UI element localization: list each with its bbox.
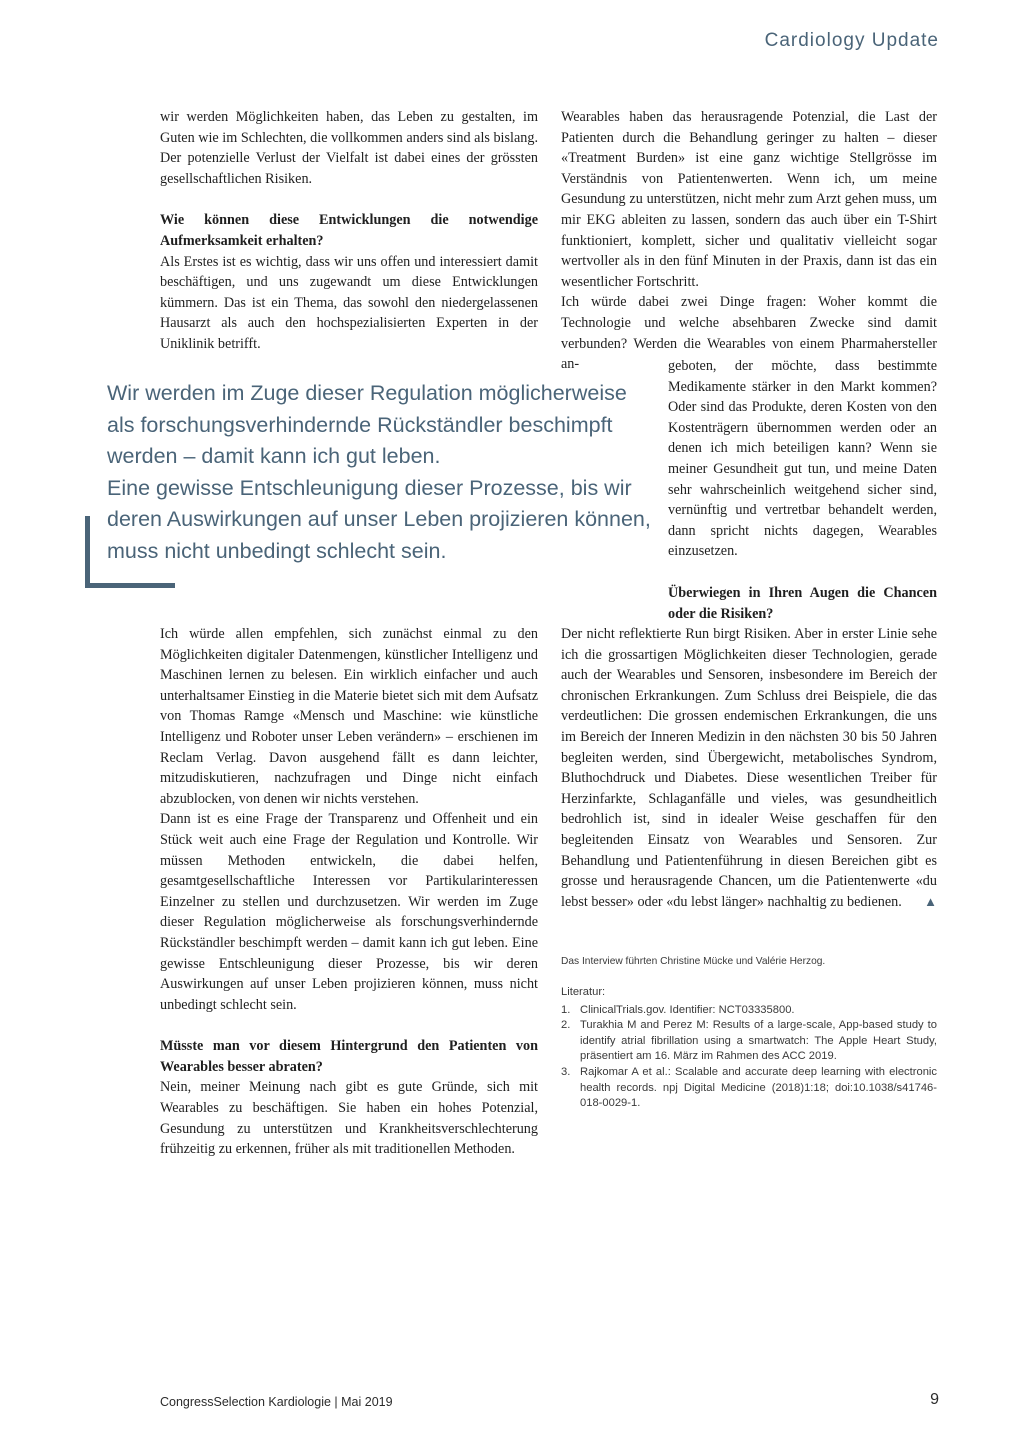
- references: [561, 985, 937, 1112]
- pull-quote-line: Eine gewisse Entschleunigung dieser Prozesse, bis wir deren Auswirkungen auf unser Leben projizieren können, muss nicht unbedingt schlecht sein.: [107, 475, 651, 563]
- page-number: 9: [930, 1391, 939, 1408]
- footer-publication: CongressSelection Kardiologie | Mai 2019: [160, 1395, 393, 1409]
- reference-text: ClinicalTrials.gov. Identifier: NCT03335800.: [580, 1003, 795, 1016]
- right-column-mid: [561, 624, 937, 912]
- reference-list: [561, 1003, 937, 1112]
- interview-question: Wie können diese Entwicklungen die notwendige Aufmerksamkeit erhalten?: [160, 212, 538, 249]
- paragraph-text: Der nicht reflektierte Run birgt Risiken. Aber in erster Linie sehe ich die grossartigen Möglichkeiten dieser Technologien, gerade auch der Wearables und Sensoren, insbesondere im Bereich der chronischen Erkrankungen. Zum Schluss drei Beispiele, die das verdeutlichen: Die grossen endemischen Erkrankungen, die uns im Bereich der Inneren Medizin in den nächsten 30 bis 50 Jahren begleiten werden, sind Übergewicht, metabolisches Syndrom, Bluthochdruck und Diabetes. Diese wesentlichen Treiber für Herzinfarkte, Schlaganfälle und vieles, was gesundheitlich bedrohlich ist, sind in idealer Weise geschaffen für den begleitenden Einsatz von Wearables und Sensoren. Zur Behandlung und Patientenführung in diesen Bereichen gibt es grosse und herausragende Chancen, um die Patientenwerte «du lebst besser» oder «du lebst länger» nachhaltig zu bedienen.: [561, 626, 937, 910]
- paragraph: [561, 624, 937, 912]
- left-column-top: [160, 107, 538, 355]
- reference-number: 1.: [561, 1003, 571, 1016]
- end-triangle-icon: ▲: [924, 893, 937, 909]
- reference-number: 2.: [561, 1019, 571, 1032]
- reference-item: [561, 1065, 937, 1112]
- interview-question: Müsste man vor diesem Hintergrund den Patienten von Wearables besser abraten?: [160, 1038, 538, 1075]
- paragraph: Ich würde allen empfehlen, sich zunächst einmal zu den Möglichkeiten digitaler Datenmengen, künstlicher Intelligenz und Maschinen lernen zu belesen. Ein wirklich einfacher und auch unterhaltsamer Einstieg in die Materie bietet sich mit dem Aufsatz von Thomas Ramge «Mensch und Maschine: wie künstliche Intelligenz und Roboter unser Leben verändern» – erschienen im Reclam Verlag. Davon ausgehend fällt es dann leichter, mitzudiskutieren, nachzufragen und Dinge nicht einfach abzublocken, von denen wir nichts verstehen.: [160, 626, 538, 807]
- paragraph: Ich würde dabei zwei Dinge fragen: Woher kommt die Technologie und welche absehbaren Zwecke sind damit verbunden? Werden die Wearables von einem Pharmahersteller an-: [561, 294, 937, 373]
- pull-quote: [107, 378, 652, 568]
- reference-text: Turakhia M and Perez M: Results of a large-scale, App-based study to identify atrial fibrillation using a smartwatch: The Apple Heart Study, präsentiert am 16. März im Rahmen des ACC 2019.: [580, 1019, 937, 1063]
- interview-question: Überwiegen in Ihren Augen die Chancen oder die Risiken?: [668, 584, 937, 622]
- paragraph: Nein, meiner Meinung nach gibt es gute Gründe, sich mit Wearables zu beschäftigen. Sie haben ein hohes Potenzial, Gesundung zu unterstützen und Krankheitsverschlechterung frühzeitig zu erkennen, früher als mit traditionellen Methoden.: [160, 1079, 538, 1158]
- reference-item: [561, 1018, 937, 1065]
- reference-number: 3.: [561, 1065, 571, 1078]
- quote-bracket-horizontal: [85, 583, 175, 588]
- running-header: Cardiology Update: [764, 30, 939, 51]
- reference-item: [561, 1003, 937, 1019]
- left-column-bottom: [160, 624, 538, 1160]
- paragraph: Als Erstes ist es wichtig, dass wir uns offen und interessiert damit beschäftigen, und uns zugewandt um diese Entwicklungen kümmern. Das ist ein Thema, das sowohl den niedergelassenen Hausarzt als auch den hochspezialisierten Experten in der Uniklinik betrifft.: [160, 253, 538, 352]
- pull-quote-line: Wir werden im Zuge dieser Regulation möglicherweise als forschungsverhindernde Rückständler beschimpft werden – damit kann ich gut leben.: [107, 381, 627, 469]
- quote-bracket-vertical: [85, 516, 90, 588]
- paragraph: Dann ist es eine Frage der Transparenz und Offenheit und ein Stück weit auch eine Frage der Regulation und Kontrolle. Wir müssen Methoden entwickeln, die dabei helfen, gesamtgesellschaftliche Interessen vor Partikularinteressen Einzelner zu stellen und durchzusetzen. Wir werden im Zuge dieser Regulation möglicherweise als forschungsverhindernde Rückständler beschimpft werden – damit kann ich gut leben. Eine gewisse Entschleunigung dieser Prozesse, bis wir deren Auswirkungen auf unser Leben projizieren können, muss nicht unbedingt schlecht sein.: [160, 811, 538, 1013]
- reference-text: Rajkomar A et al.: Scalable and accurate deep learning with electronic health records. npj Digital Medicine (2018)1:18; doi:10.1038/s41746-018-0029-1.: [580, 1065, 937, 1110]
- interview-credit: Das Interview führten Christine Mücke und Valérie Herzog.: [561, 956, 826, 967]
- references-heading: Literatur:: [561, 986, 606, 998]
- right-column-top: [561, 107, 937, 375]
- right-column-narrow: [668, 356, 937, 624]
- paragraph: geboten, der möchte, dass bestimmte Medikamente stärker in den Markt kommen? Oder sind das Produkte, deren Kosten von den Kostenträgern übernommen werden oder an denen ich mich beteiligen kann? Wenn sie meiner Gesundheit gut tun, und meine Daten sehr wahrscheinlich weitgehend sicher sind, vernünftig und vertretbar behandelt werden, dann spricht nichts dagegen, Wearables einzusetzen.: [668, 358, 937, 560]
- paragraph: wir werden Möglichkeiten haben, das Leben zu gestalten, im Guten wie im Schlechten, die vollkommen anders sind als bislang. Der potenzielle Verlust der Vielfalt ist dabei eines der grössten gesellschaftlichen Risiken.: [160, 109, 538, 187]
- paragraph: Wearables haben das herausragende Potenzial, die Last der Patienten durch die Behandlung geringer zu halten – dieser «Treatment Burden» ist eine ganz wichtige Stellgrösse im Verständnis von Patientenwerten. Wenn ich, um meine Gesundung zu unterstützen, nicht mehr zum Arzt gehen muss, um mir EKG ableiten zu lassen, sondern das auch über ein T-Shirt funktioniert, komplett, sicher und qualitativ vielleicht sogar wertvoller als in den fünf Minuten in der Praxis, dann ist das ein wesentlicher Fortschritt.: [561, 109, 937, 290]
